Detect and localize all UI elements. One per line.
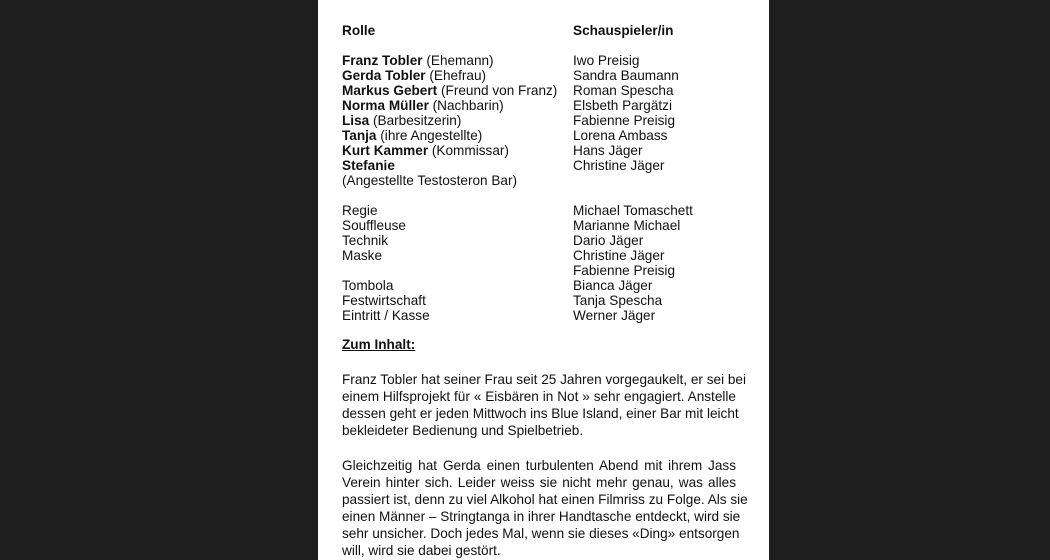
cast-row xyxy=(342,68,736,83)
document-page xyxy=(318,0,769,560)
crew-row xyxy=(342,218,736,233)
character-name: Gerda Tobler xyxy=(342,68,426,83)
cast-row xyxy=(342,83,736,98)
summary-paragraph-1 xyxy=(342,371,747,439)
paragraph-line: bekleideter Bedienung und Spielbetrieb. xyxy=(342,423,584,438)
crew-row xyxy=(342,248,736,263)
actor-name: Lorena Ambass xyxy=(573,128,668,143)
crew-person: Michael Tomaschett xyxy=(573,203,693,218)
actor-name: Hans Jäger xyxy=(573,143,643,158)
crew-row xyxy=(342,293,736,308)
character-desc: (Nachbarin) xyxy=(432,98,504,113)
crew-role: Festwirtschaft xyxy=(342,293,426,308)
paragraph-line: will, wird sie dabei gestört. xyxy=(342,543,501,558)
actor-column-header: Schauspieler/in xyxy=(573,23,674,38)
character-name: Markus Gebert xyxy=(342,83,438,98)
actor-name: Iwo Preisig xyxy=(573,53,640,68)
crew-row xyxy=(342,278,736,293)
cast-row xyxy=(342,128,736,143)
cast-row xyxy=(342,98,736,113)
cast-row xyxy=(342,113,736,128)
paragraph-line: sehr unsicher. Doch jedes Mal, wenn sie dieses «Ding» entsorgen xyxy=(342,526,740,541)
crew-role: Maske xyxy=(342,248,383,263)
crew-person: Werner Jäger xyxy=(573,308,656,323)
crew-role: Regie xyxy=(342,203,378,218)
character-desc: (Freund von Franz) xyxy=(440,83,558,98)
character-desc: (ihre Angestellte) xyxy=(380,128,483,143)
actor-name: Fabienne Preisig xyxy=(573,113,676,128)
crew-row xyxy=(342,233,736,248)
character-name: Franz Tobler xyxy=(342,53,423,68)
paragraph-line: Verein hinter sich. Leider weiss sie nicht mehr genau, was alles xyxy=(342,475,736,490)
crew-role: Souffleuse xyxy=(342,218,406,233)
paragraph-line: einem Hilfsprojekt für « Eisbären in Not » sehr engagiert. Anstelle xyxy=(342,389,736,404)
character-desc: (Barbesitzerin) xyxy=(372,113,462,128)
paragraph-line: Franz Tobler hat seiner Frau seit 25 Jahren vorgegaukelt, er sei bei xyxy=(342,372,747,387)
cast-header-row xyxy=(342,23,736,38)
actor-name: Roman Spescha xyxy=(573,83,674,98)
crew-person: Marianne Michael xyxy=(573,218,681,233)
crew-person: Tanja Spescha xyxy=(573,293,663,308)
character-name: Norma Müller xyxy=(342,98,429,113)
role-column-header: Rolle xyxy=(342,23,376,38)
crew-person: Fabienne Preisig xyxy=(573,263,676,278)
cast-row xyxy=(342,158,736,173)
paragraph-line: Gleichzeitig hat Gerda einen turbulenten Abend mit ihrem Jass xyxy=(342,458,736,473)
crew-person: Dario Jäger xyxy=(573,233,644,248)
character-desc: (Ehefrau) xyxy=(429,68,487,83)
crew-row xyxy=(342,308,736,323)
crew-person: Christine Jäger xyxy=(573,248,665,263)
crew-row xyxy=(342,263,736,278)
crew-role: Tombola xyxy=(342,278,394,293)
actor-name: Christine Jäger xyxy=(573,158,665,173)
cast-row xyxy=(342,143,736,158)
cast-row xyxy=(342,173,736,188)
paragraph-line: passiert ist, denn zu viel Alkohol hat einen Filmriss zu Folge. Als sie xyxy=(342,492,748,507)
character-name: Kurt Kammer xyxy=(342,143,429,158)
cast-row xyxy=(342,53,736,68)
character-name: Lisa xyxy=(342,113,370,128)
character-desc: (Angestellte Testosteron Bar) xyxy=(342,173,518,188)
crew-person: Bianca Jäger xyxy=(573,278,653,293)
paragraph-line: dessen geht er jeden Mittwoch ins Blue Island, einer Bar mit leicht xyxy=(342,406,739,421)
character-name: Stefanie xyxy=(342,158,395,173)
crew-row xyxy=(342,203,736,218)
actor-name: Elsbeth Pargätzi xyxy=(573,98,672,113)
crew-role: Eintritt / Kasse xyxy=(342,308,430,323)
character-desc: (Kommissar) xyxy=(431,143,509,158)
actor-name: Sandra Baumann xyxy=(573,68,679,83)
paragraph-line: einen Männer – Stringtanga in ihrer Handtasche entdeckt, wird sie xyxy=(342,509,741,524)
character-name: Tanja xyxy=(342,128,377,143)
character-desc: (Ehemann) xyxy=(426,53,494,68)
summary-title: Zum Inhalt: xyxy=(342,337,416,352)
crew-role: Technik xyxy=(342,233,389,248)
summary-paragraph-2 xyxy=(342,457,748,559)
